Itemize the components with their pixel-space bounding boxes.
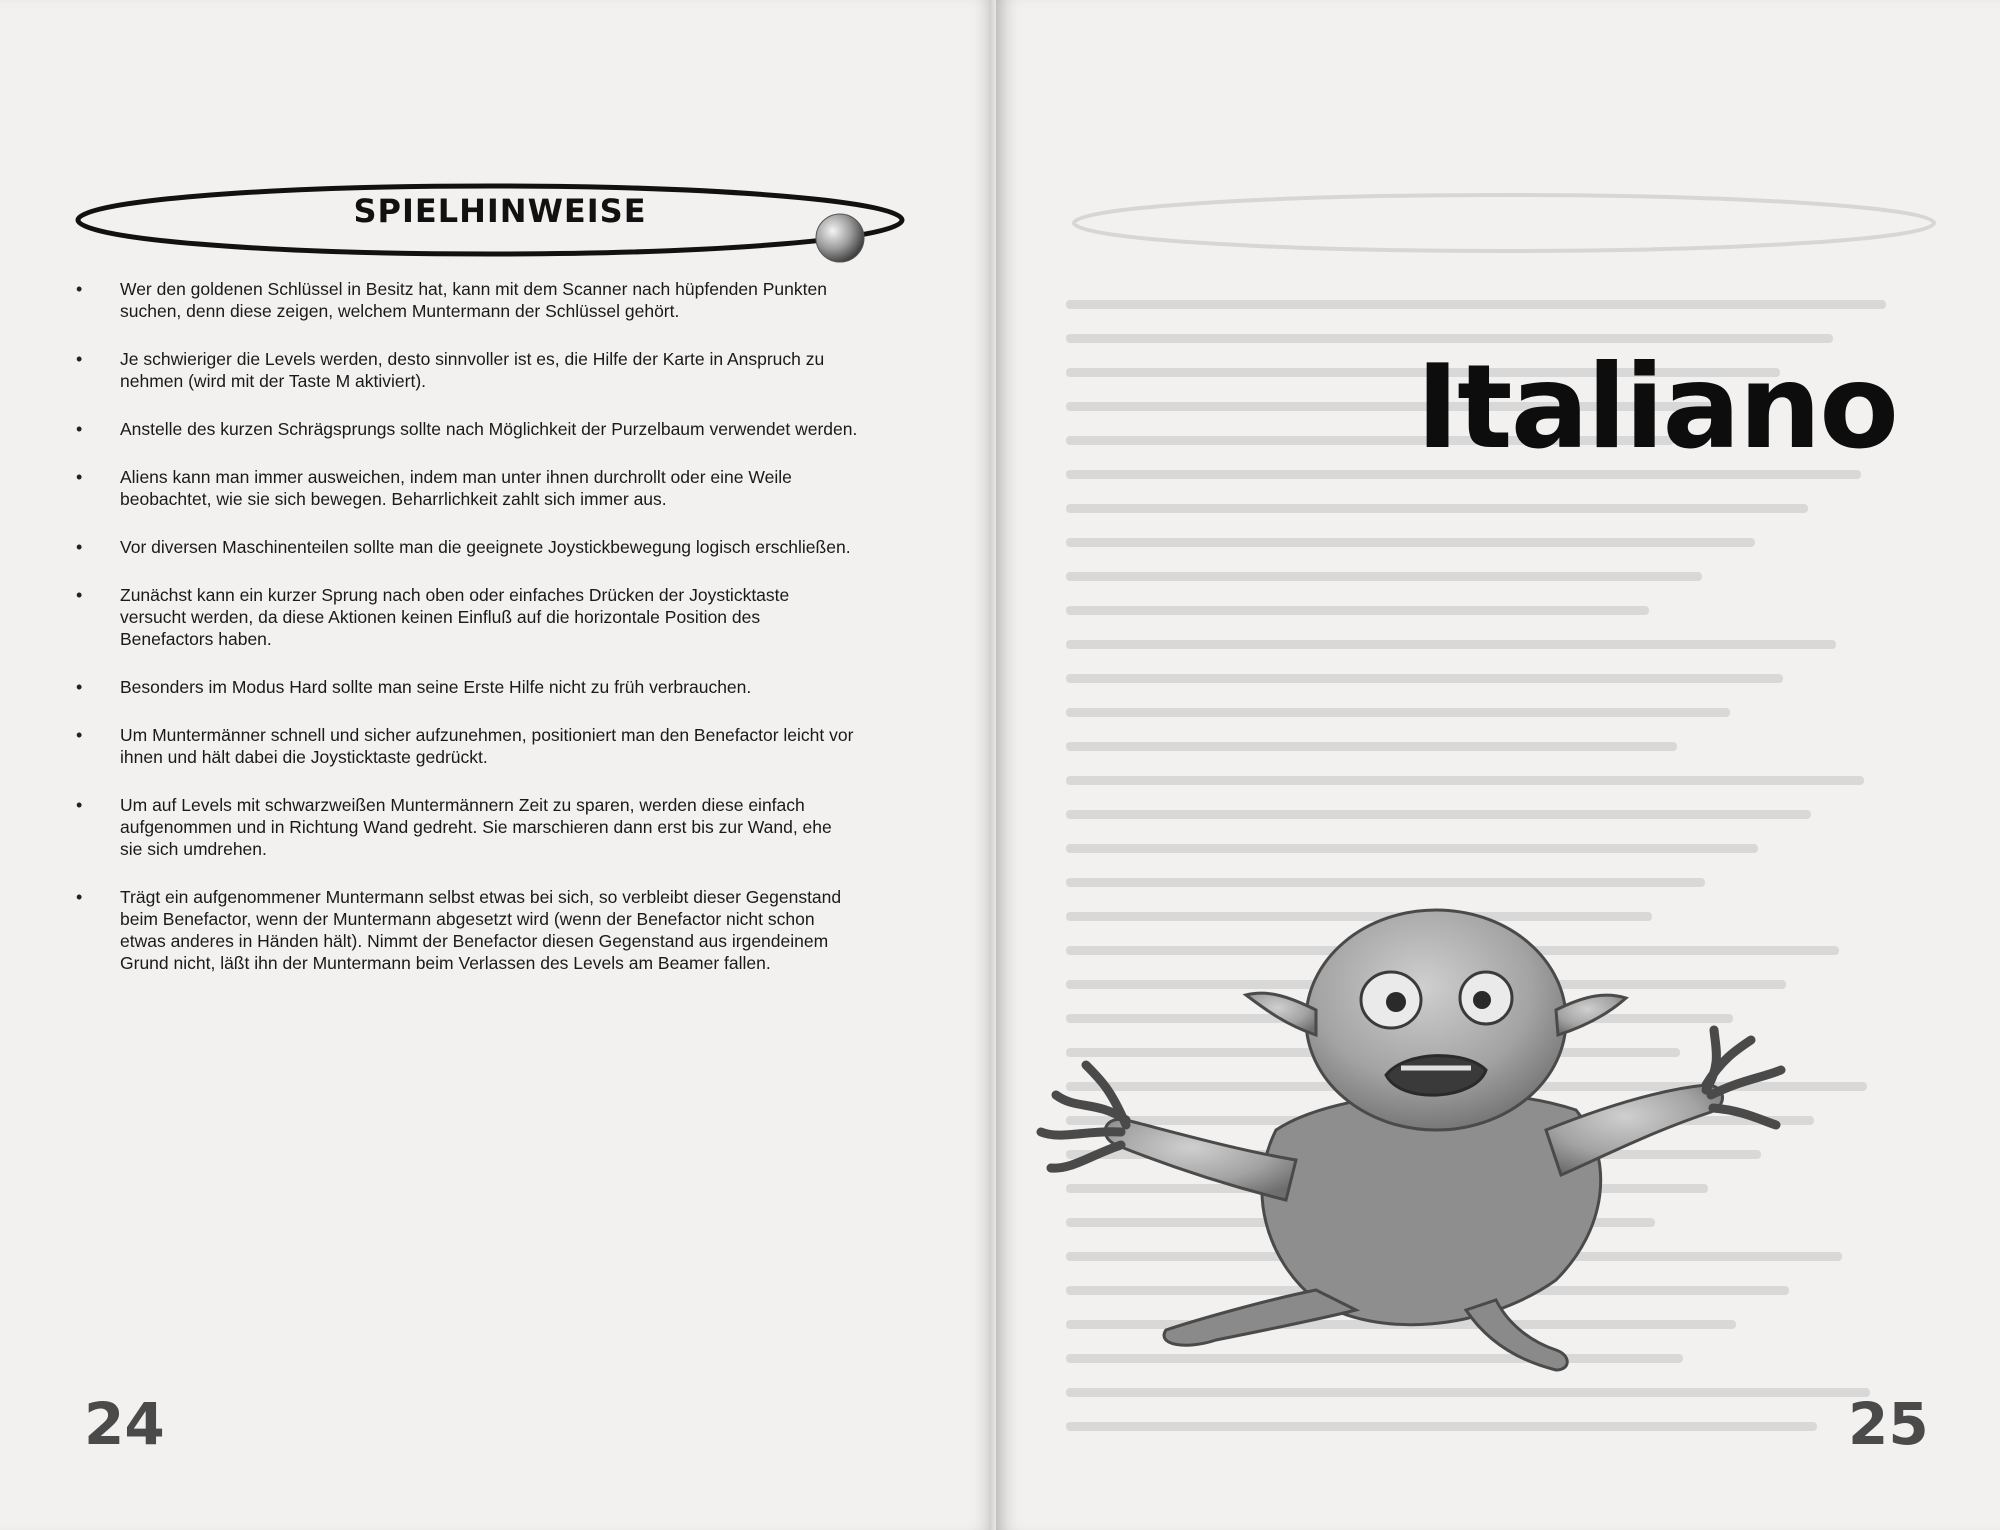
show-through-line — [1066, 708, 1730, 717]
show-through-line — [1066, 844, 1758, 853]
hint-line: Besonders im Modus Hard sollte man seine Erste Hilfe nicht zu früh verbrauchen. — [120, 677, 752, 697]
hint-line: Wer den goldenen Schlüssel in Besitz hat, kann mit dem Scanner nach hüpfenden Punkten — [120, 279, 827, 299]
show-through-line — [1066, 674, 1783, 683]
hint-item — [76, 724, 926, 768]
hint-item — [76, 886, 926, 974]
hint-item — [76, 794, 926, 860]
hint-item — [76, 536, 926, 558]
show-through-line — [1066, 742, 1677, 751]
hint-line: Um Muntermänner schnell und sicher aufzunehmen, positioniert man den Benefactor leicht vor — [120, 725, 854, 745]
hint-line: Trägt ein aufgenommener Muntermann selbst etwas bei sich, so verbleibt dieser Gegenstand — [120, 887, 842, 907]
hints-list — [76, 278, 926, 1000]
hint-item — [76, 418, 926, 440]
show-through-line — [1066, 1388, 1870, 1397]
show-through-line — [1066, 300, 1886, 309]
section-title: Italiano — [1416, 340, 1897, 475]
bullet-glyph: • — [76, 725, 83, 745]
hint-line: Um auf Levels mit schwarzweißen Muntermännern Zeit zu sparen, werden diese einfach — [120, 795, 805, 815]
hint-item — [76, 348, 926, 392]
hint-line: Vor diversen Maschinenteilen sollte man die geeignete Joystickbewegung logisch erschließen. — [120, 537, 851, 557]
bullet-glyph: • — [76, 279, 83, 299]
bullet-glyph: • — [76, 419, 83, 439]
section-header — [70, 170, 930, 270]
show-through-line — [1066, 538, 1755, 547]
hint-item — [76, 278, 926, 322]
bullet-glyph: • — [76, 585, 83, 605]
bullet-glyph: • — [76, 677, 83, 697]
hint-line: sie sich umdrehen. — [120, 839, 267, 859]
hint-line: Anstelle des kurzen Schrägsprungs sollte nach Möglichkeit der Purzelbaum verwendet werden. — [120, 419, 858, 439]
show-through-line — [1066, 1422, 1817, 1431]
show-through-ellipse — [1064, 188, 1944, 258]
alien-creature-illustration — [1016, 900, 1816, 1380]
page-number-right: 25 — [1848, 1390, 1929, 1458]
hint-line: Je schwieriger die Levels werden, desto sinnvoller ist es, die Hilfe der Karte in Anspruch zu — [120, 349, 825, 369]
hint-line: Grund nicht, läßt ihn der Muntermann beim Verlassen des Levels am Beamer fallen. — [120, 953, 771, 973]
hint-line: Zunächst kann ein kurzer Sprung nach oben oder einfaches Drücken der Joysticktaste — [120, 585, 790, 605]
hint-line: etwas anderes in Händen hält). Nimmt der Benefactor diesen Gegenstand aus irgendeinem — [120, 931, 829, 951]
hint-line: aufgenommen und in Richtung Wand gedreht. Sie marschieren dann erst bis zur Wand, ehe — [120, 817, 832, 837]
hint-line: beobachtet, wie sie sich bewegen. Beharrlichkeit zahlt sich immer aus. — [120, 489, 667, 509]
hint-line: versucht werden, da diese Aktionen keinen Einfluß auf die horizontale Position des — [120, 607, 761, 627]
hint-line: nehmen (wird mit der Taste M aktiviert). — [120, 371, 427, 391]
show-through-line — [1066, 504, 1808, 513]
hint-line: Benefactors haben. — [120, 629, 272, 649]
show-through-line — [1066, 878, 1705, 887]
page-number-left: 24 — [84, 1390, 165, 1458]
hint-item — [76, 676, 926, 698]
hint-item — [76, 466, 926, 510]
hint-line: Aliens kann man immer ausweichen, indem man unter ihnen durchrollt oder eine Weile — [120, 467, 792, 487]
hint-line: suchen, denn diese zeigen, welchem Muntermann der Schlüssel gehört. — [120, 301, 680, 321]
page-title: SPIELHINWEISE — [353, 192, 647, 230]
show-through-line — [1066, 572, 1702, 581]
hint-item — [76, 584, 926, 650]
hint-line: ihnen und hält dabei die Joysticktaste gedrückt. — [120, 747, 488, 767]
right-page — [996, 0, 2000, 1530]
hint-line: beim Benefactor, wenn der Muntermann abgesetzt wird (wenn der Benefactor nicht schon — [120, 909, 815, 929]
bullet-glyph: • — [76, 795, 83, 815]
show-through-line — [1066, 640, 1836, 649]
show-through-line — [1066, 810, 1811, 819]
bullet-glyph: • — [76, 349, 83, 369]
left-page — [0, 0, 996, 1530]
bullet-glyph: • — [76, 537, 83, 557]
show-through-line — [1066, 606, 1649, 615]
bullet-glyph: • — [76, 887, 83, 907]
show-through-line — [1066, 776, 1864, 785]
bullet-glyph: • — [76, 467, 83, 487]
